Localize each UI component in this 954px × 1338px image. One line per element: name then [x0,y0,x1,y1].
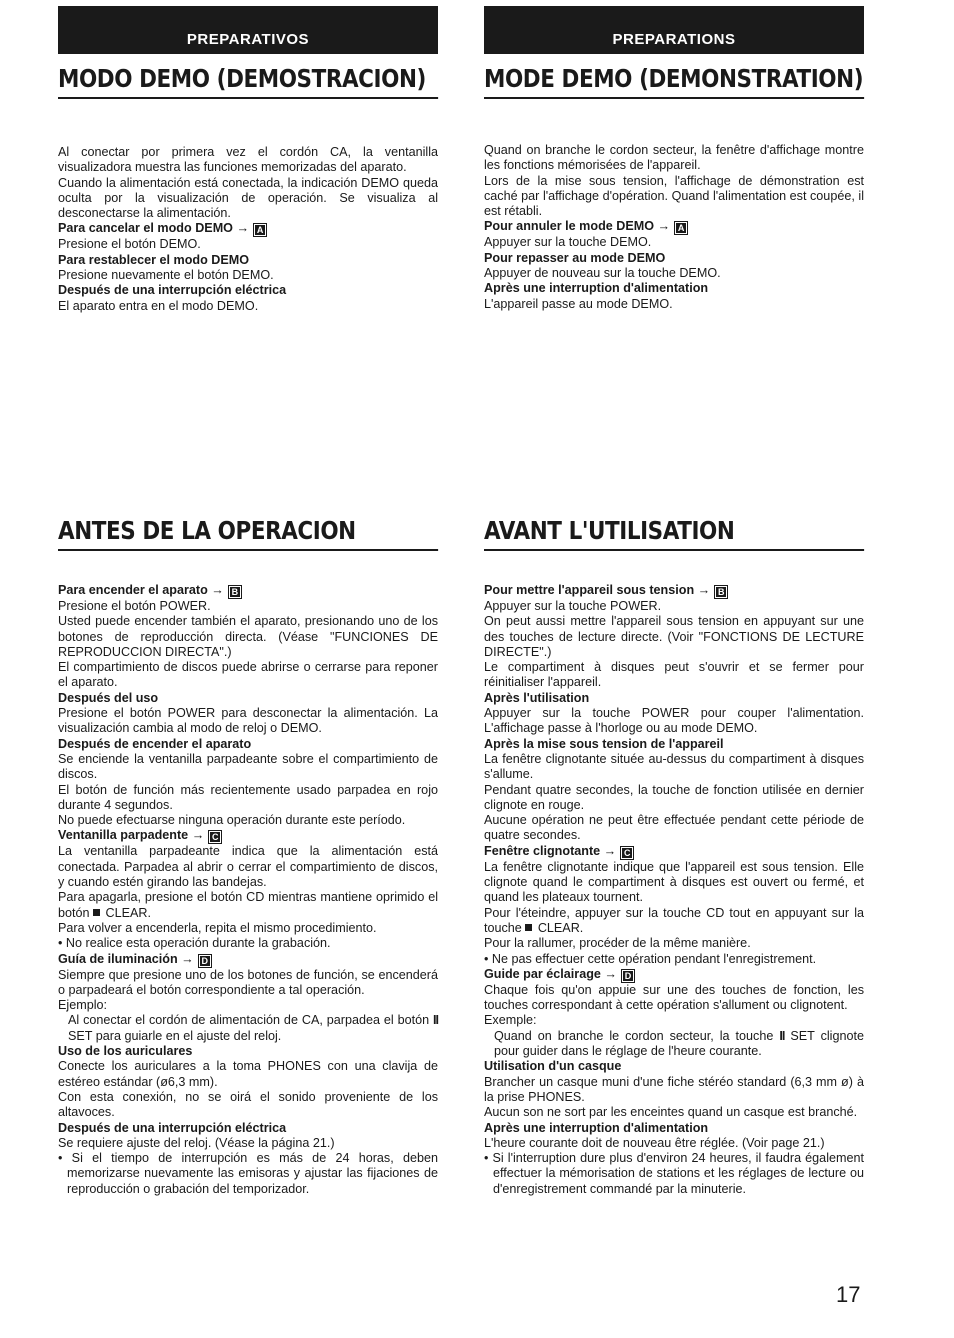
demo-cancel-heading-fr: Pour annuler le mode DEMO → A [484,219,864,235]
op-on-text1-fr: Appuyer sur la touche POWER. [484,599,662,613]
figure-ref-d-icon: D [621,969,635,983]
op-guide-text3-fr: Quand on branche le cordon secteur, la touche II SET clignote pour guider dans le réglage de l'heure courante. [494,1028,864,1059]
op-power-note-es: • Si el tiempo de interrupción es más de 24 horas, deben memorizarse nuevamente las emisoras y ajustar las fijaciones de reproducción o grabación del temporizador. [58,1151,438,1196]
op-power-heading-es: Después de una interrupción eléctrica [58,1120,287,1135]
op-blink-text2-es: Para apagarla, presione el botón CD mientras mantiene oprimido el botón CLEAR. [58,890,438,920]
section-banner-es: PREPARATIVOS [58,6,438,54]
op-guide-text2-fr: Exemple: [484,1013,537,1028]
arrow-right-icon: → [191,828,205,843]
figure-ref-d-icon: D [198,954,212,968]
op-after-text-es: Presione el botón POWER para desconectar la alimentación. La visualización cambia al modo de reloj o DEMO. [58,706,438,736]
stop-icon [525,924,532,931]
demo-intro-fr: Quand on branche le cordon secteur, la fenêtre d'affichage montre les fonctions mémorisées de l'appareil. [484,143,864,173]
demo-restore-text-fr: Appuyer de nouveau sur la touche DEMO. [484,266,721,281]
op-guide-heading-fr: Guide par éclairage → D [484,967,864,983]
op-power-heading-fr: Après une interruption d'alimentation [484,1120,709,1135]
demo-restore-heading-es: Para restablecer el modo DEMO [58,252,250,267]
op-afteron-text2-es: El botón de función más recientemente usado parpadea en rojo durante 4 segundos. [58,782,438,812]
demo-power-heading-es: Después de una interrupción eléctrica [58,283,287,298]
demo-title-es: MODO DEMO (DEMOSTRACION) [58,64,438,99]
op-afteron-text3-fr: Aucune opération ne peut être effectuée pendant cette période de quatre secondes. [484,813,864,843]
op-blink-note-es: • No realice esta operación durante la grabación. [58,936,331,951]
demo-restore-text-es: Presione nuevamente el botón DEMO. [58,268,274,283]
demo-power-text-es: El aparato entra en el modo DEMO. [58,298,259,313]
figure-ref-b-icon: B [714,585,728,599]
op-blink-text1-fr: La fenêtre clignotante indique que l'appareil est sous tension. Elle clignote quand le compartiment à disques est ouvert ou fermé, et quand les plateaux tournent. [484,859,864,905]
op-after-heading-fr: Après l'utilisation [484,690,590,705]
figure-ref-a-icon: A [253,223,267,237]
op-power-note-fr: • Si l'interruption dure plus d'environ 24 heures, il faudra également effectuer la mémorisation de stations et les réglages de lecture ou d'enregistrement commandé par la minuterie. [484,1151,864,1196]
op-phones-text1-fr: Brancher un casque muni d'une fiche stéréo standard (6,3 mm ø) à la prise PHONES. [484,1074,864,1104]
op-phones-heading-fr: Utilisation d'un casque [484,1059,622,1074]
demo-power-text-fr: L'appareil passe au mode DEMO. [484,296,673,311]
pause-icon: II [433,1013,438,1028]
page-number: 17 [836,1282,861,1307]
stop-icon [93,909,100,916]
op-blink-text3-es: Para volver a encenderla, repita el mismo procedimiento. [58,920,377,935]
op-afteron-text3-es: No puede efectuarse ninguna operación durante este período. [58,813,406,828]
demo-section-fr [484,143,864,312]
operation-title-es: ANTES DE LA OPERACION [58,516,438,551]
demo-restore-heading-fr: Pour repasser au mode DEMO [484,250,666,265]
op-afteron-text2-fr: Pendant quatre secondes, la touche de fonction utilisée en dernier clignote en rouge. [484,782,864,812]
op-on-text2-es: Usted puede encender también el aparato, presionando uno de los botones de reproducción directa. (Véase "FUNCIONES DE REPRODUCCION DIRECTA".) [58,614,438,659]
arrow-right-icon: → [657,219,671,234]
op-afteron-text1-fr: La fenêtre clignotante située au-dessus du compartiment à disques s'allume. [484,751,864,782]
op-phones-text1-es: Conecte los auriculares a la toma PHONES con una clavija de estéreo estándar (ø6,3 mm). [58,1059,438,1089]
op-after-text-fr: Appuyer sur la touche POWER pour couper l'alimentation. L'affichage passe à l'horloge ou au mode DEMO. [484,706,864,736]
op-on-heading-fr: Pour mettre l'appareil sous tension → B [484,583,864,599]
arrow-right-icon: → [236,221,250,236]
arrow-right-icon: → [697,583,711,597]
demo-title-fr: MODE DEMO (DEMONSTRATION) [484,64,864,99]
op-afteron-heading-es: Después de encender el aparato [58,736,252,751]
op-guide-text1-es: Siempre que presione uno de los botones de función, se encenderá o parpadeará el botón correspondiente a tal operación. [58,967,438,997]
arrow-right-icon: → [603,843,617,858]
figure-ref-b-icon: B [228,585,242,599]
arrow-right-icon: → [211,583,224,597]
op-phones-text2-fr: Aucun son ne sort par les enceintes quand un casque est branché. [484,1105,858,1120]
operation-section-fr [484,583,864,1197]
op-guide-heading-es: Guía de iluminación → D [58,952,438,968]
demo-intro2-es: Cuando la alimentación está conectada, la indicación DEMO queda oculta por la visualización de operación. Se visualiza al desconectarse la alimentación. [58,175,438,221]
op-on-text1-es: Presione el botón POWER. [58,599,211,613]
op-on-text2-fr: On peut aussi mettre l'appareil sous tension en appuyant sur une des touches de lecture directe. (Voir "FONCTIONS DE LECTURE DIRECTE".) [484,614,864,659]
demo-section-es [58,145,438,314]
op-power-text1-fr: L'heure courante doit de nouveau être réglée. (Voir page 21.) [484,1135,825,1150]
op-afteron-text1-es: Se enciende la ventanilla parpadeante sobre el compartimiento de discos. [58,751,438,782]
arrow-right-icon: → [181,951,194,966]
op-blink-heading-es: Ventanilla parpadente → C [58,828,438,844]
op-blink-text1-es: La ventanilla parpadeante indica que la alimentación está conectada. Parpadea al abrir o cerrar el compartimiento de discos, y cuando estén girando las bandejas. [58,844,438,890]
pause-icon: II [779,1028,785,1043]
operation-section-es [58,583,438,1197]
op-blink-text2-fr: Pour l'éteindre, appuyer sur la touche CD tout en appuyant sur la touche CLEAR. [484,905,864,935]
op-guide-text3-es: Al conectar el cordón de alimentación de CA, parpadea el botón II SET para guiarle en el ajuste del reloj. [68,1013,438,1043]
demo-intro-es: Al conectar por primera vez el cordón CA, la ventanilla visualizadora muestra las funciones memorizadas del aparato. [58,145,438,175]
op-on-heading-es: Para encender el aparato → B [58,583,438,599]
demo-cancel-heading-es: Para cancelar el modo DEMO → A [58,221,438,237]
op-after-heading-es: Después del uso [58,690,159,705]
section-banner-fr: PREPARATIONS [484,6,864,54]
op-power-text1-es: Se requiere ajuste del reloj. (Véase la página 21.) [58,1135,335,1150]
operation-title-fr: AVANT L'UTILISATION [484,516,864,551]
demo-cancel-text-es: Presione el botón DEMO. [58,237,201,252]
op-afteron-heading-fr: Après la mise sous tension de l'appareil [484,736,724,751]
demo-intro2-fr: Lors de la mise sous tension, l'affichage de démonstration est caché par l'affichage d'opération. Quand l'alimentation est coupée, il est rétabli. [484,173,864,219]
op-phones-heading-es: Uso de los auriculares [58,1044,193,1059]
arrow-right-icon: → [604,966,617,981]
op-blink-note-fr: • Ne pas effectuer cette opération pendant l'enregistrement. [484,951,817,966]
op-on-text3-es: El compartimiento de discos puede abrirse o cerrarse para reponer el aparato. [58,660,438,690]
op-blink-text3-fr: Pour la rallumer, procéder de la même manière. [484,936,751,951]
op-on-text3-fr: Le compartiment à disques peut s'ouvrir et se fermer pour réinitialiser l'appareil. [484,660,864,690]
demo-cancel-text-fr: Appuyer sur la touche DEMO. [484,235,652,250]
demo-power-heading-fr: Après une interruption d'alimentation [484,281,709,296]
op-guide-text2-es: Ejemplo: [58,998,107,1013]
op-phones-text2-es: Con esta conexión, no se oirá el sonido proveniente de los altavoces. [58,1089,438,1120]
figure-ref-c-icon: C [208,830,222,844]
figure-ref-a-icon: A [674,221,688,235]
op-guide-text1-fr: Chaque fois qu'on appuie sur une des touches de fonction, les touches correspondant à cette opération s'allument ou clignotent. [484,982,864,1013]
op-blink-heading-fr: Fenêtre clignotante → C [484,844,864,860]
figure-ref-c-icon: C [620,846,634,860]
